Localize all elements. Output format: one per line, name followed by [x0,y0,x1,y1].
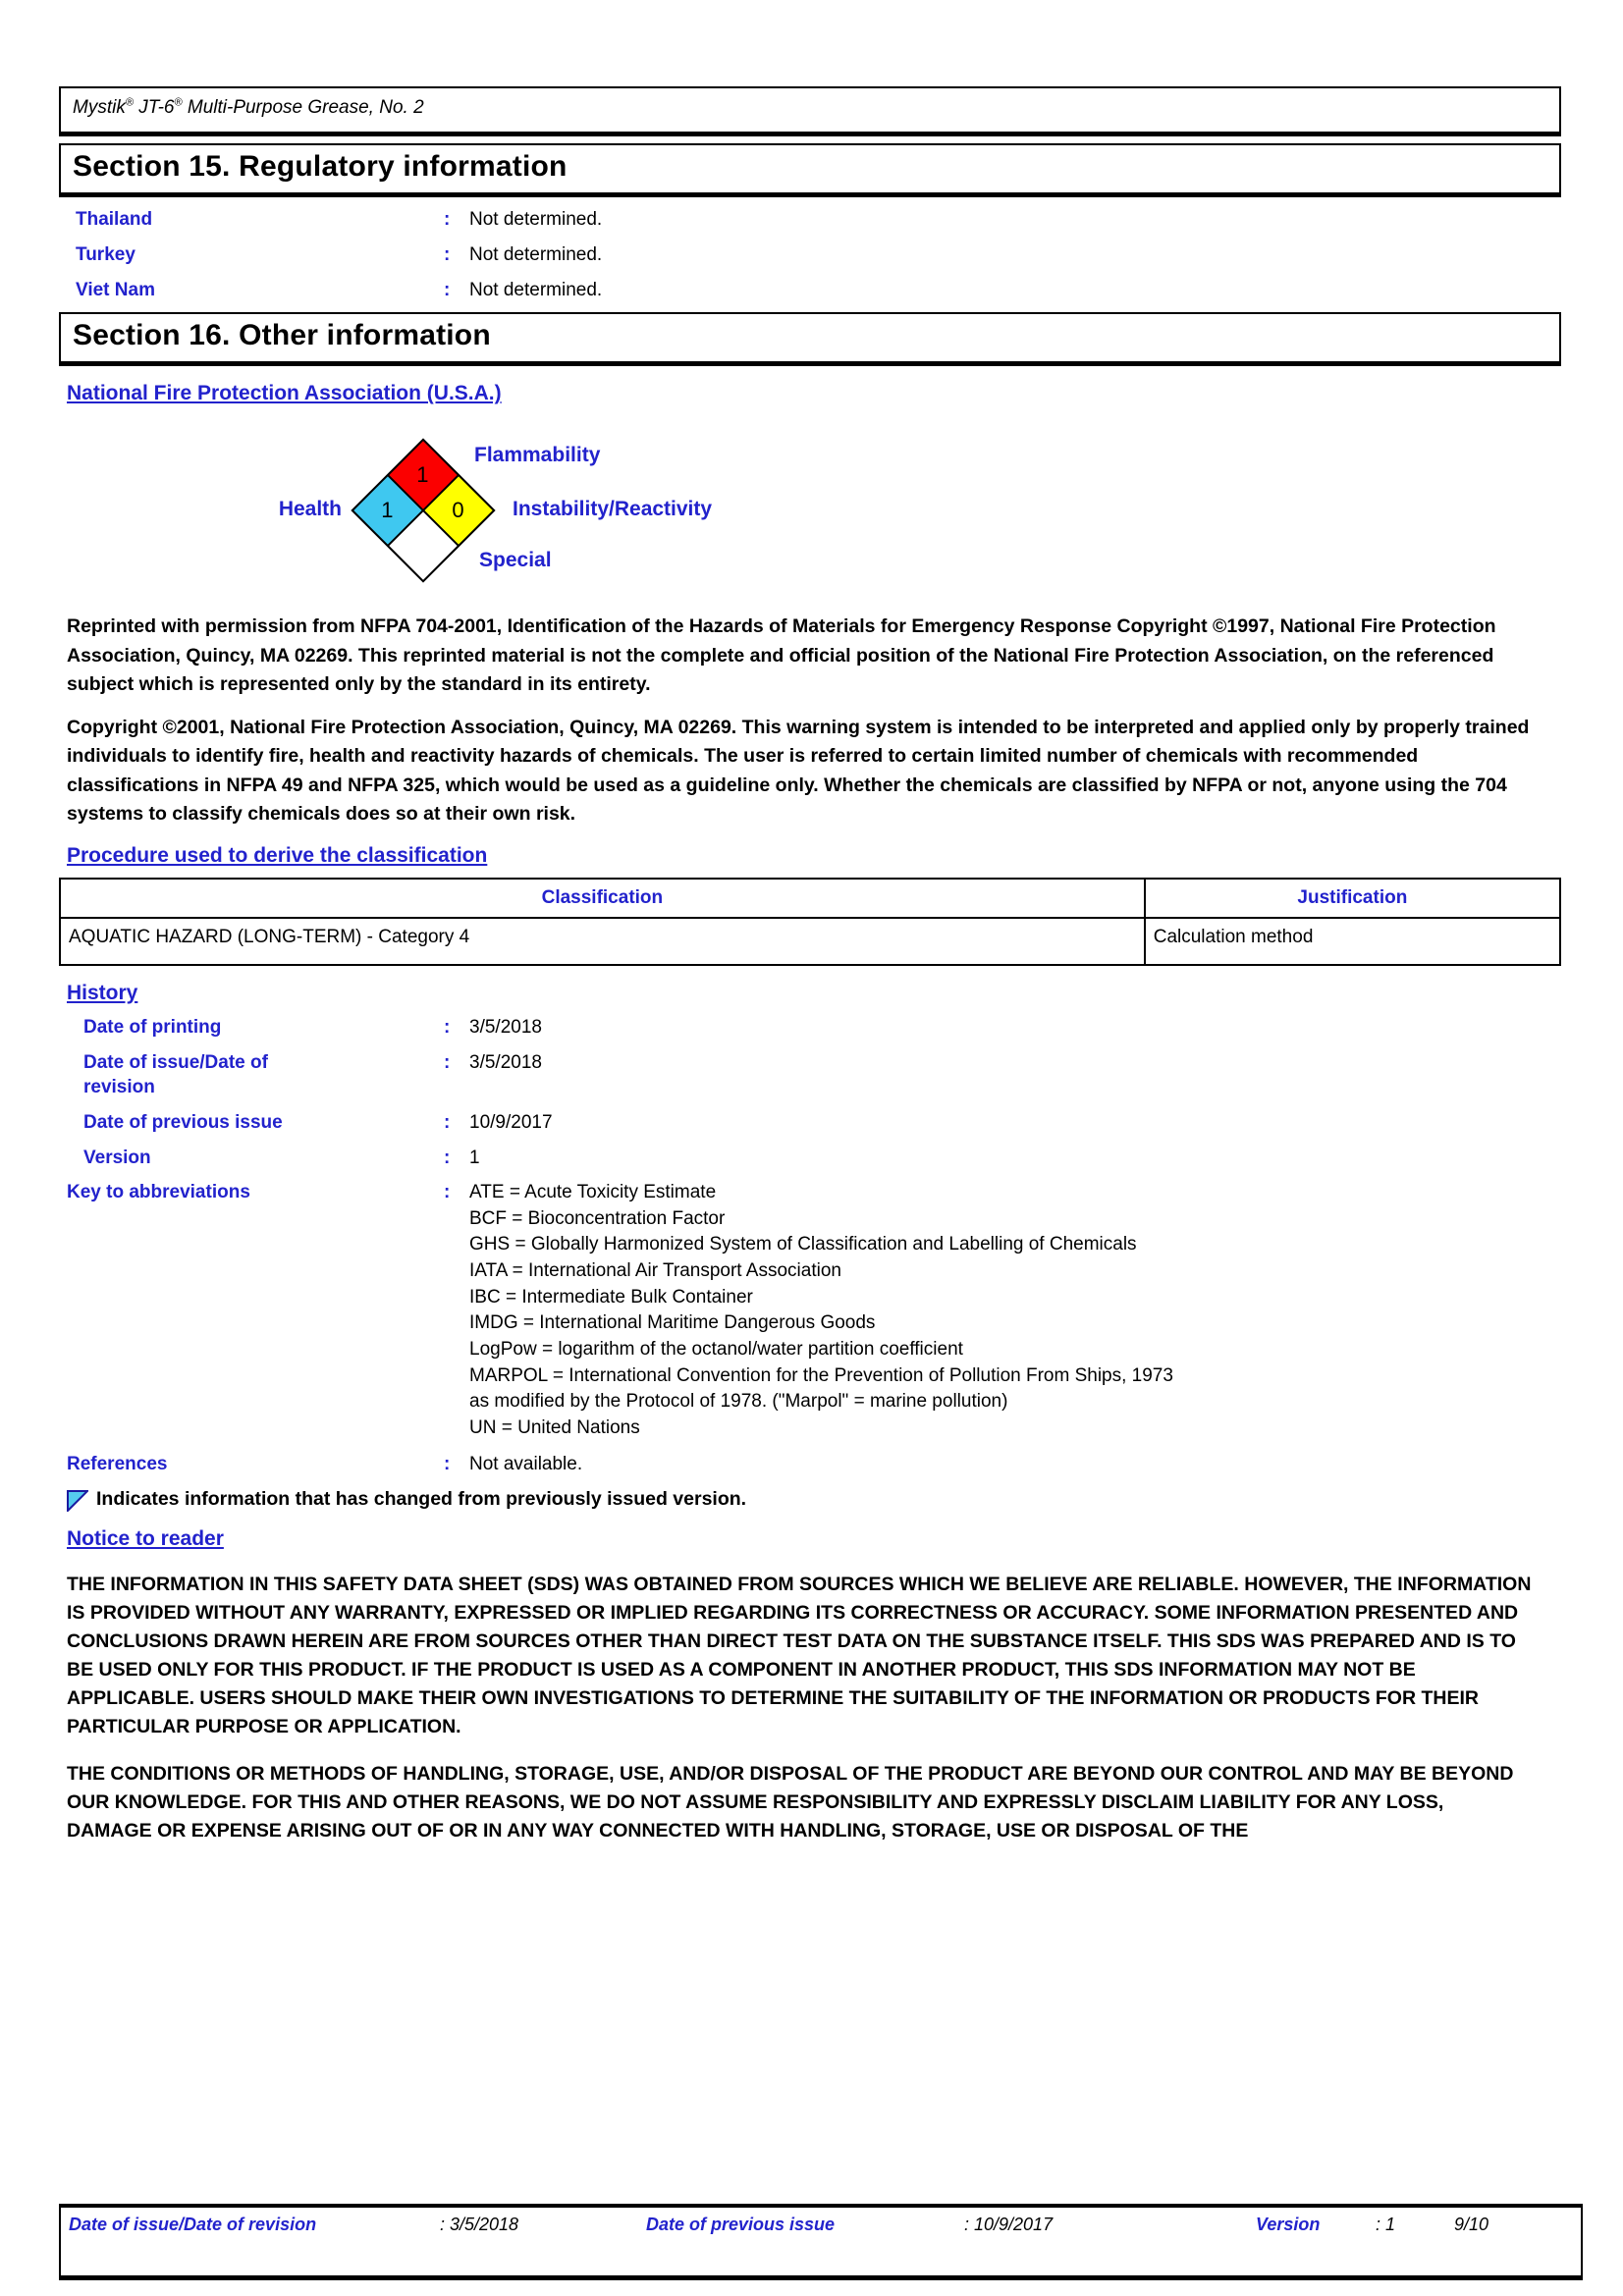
footer-previous-issue-value: : 10/9/2017 [964,2215,1054,2234]
row-colon: : [444,1453,451,1474]
history-rows [59,1015,1561,1476]
abbreviation-line: GHS = Globally Harmonized System of Classification and Labelling of Chemicals [469,1234,1137,1255]
row-colon: : [444,1182,451,1203]
footer-version-value: : 1 [1376,2215,1396,2234]
history-row-printing [59,1015,1561,1041]
row-value: 10/9/2017 [469,1111,553,1133]
row-label: Version [83,1147,151,1168]
history-row-previous-issue [59,1110,1561,1136]
abbreviation-line: IBC = Intermediate Bulk Container [469,1286,753,1308]
row-label: Date of previous issue [83,1111,283,1133]
row-colon: : [444,1051,451,1073]
regulatory-row-vietnam [59,278,1561,303]
row-value: Not determined. [469,243,603,265]
regulatory-row-turkey [59,242,1561,268]
section15-rows [59,207,1561,302]
page-footer [59,2204,1583,2280]
footer-issue-revision-label: Date of issue/Date of revision [69,2215,317,2234]
footer-issue-revision-value: : 3/5/2018 [440,2215,519,2234]
row-value: Not determined. [469,209,603,231]
footer-previous-issue-label: Date of previous issue [646,2215,836,2234]
product-header [59,86,1561,136]
row-value: Not determined. [469,279,603,300]
row-value: Not available. [469,1453,583,1474]
nfpa-flammability-label: Flammability [474,444,601,467]
nfpa-flammability-rating: 1 [416,462,430,488]
change-indicator-triangle-icon [67,1490,88,1512]
abbreviation-line: MARPOL = International Convention for the Prevention of Pollution From Ships, 1973 [469,1364,1173,1386]
history-row-issue-revision [59,1050,1561,1100]
history-heading: History [67,982,138,1004]
nfpa-instability-rating: 0 [452,498,465,523]
notice-paragraph-2: THE CONDITIONS OR METHODS OF HANDLING, STORAGE, USE, AND/OR DISPOSAL OF THE PRODUCT ARE BEYOND OUR CONTROL AND MAY BE BEYOND OUR KNOWLEDGE. FOR THIS AND OTHER REASONS, WE DO NOT ASSUME RESPONSIBILITY AND EXPRESSLY DISCLAIM LIABILITY FOR ANY LOSS, DAMAGE OR EXPENSE ARISING OUT OF OR IN ANY WAY CONNECTED WITH HANDLING, STORAGE, USE OR DISPOSAL OF THE [67,1763,1514,1842]
row-label: Key to abbreviations [67,1182,250,1203]
row-label: Viet Nam [76,279,155,300]
abbreviation-line: LogPow = logarithm of the octanol/water partition coefficient [469,1339,963,1361]
row-colon: : [444,243,451,265]
table-header-row [60,879,1560,918]
row-colon: : [444,279,451,300]
abbreviation-line: IMDG = International Maritime Dangerous Goods [469,1312,876,1334]
change-indicator-note [67,1488,1561,1512]
row-label: Date of printing [83,1017,222,1038]
nfpa-health-rating: 1 [381,498,395,523]
key-to-abbreviations-row [59,1180,1561,1441]
references-row [59,1452,1561,1477]
footer-page-number: 9/10 [1454,2215,1489,2234]
table-row [60,918,1560,965]
notice-to-reader-heading: Notice to reader [67,1527,224,1551]
abbreviation-line: UN = United Nations [469,1416,640,1438]
row-label: Thailand [76,209,153,231]
abbreviation-line: BCF = Bioconcentration Factor [469,1207,726,1229]
row-colon: : [444,1147,451,1168]
classification-cell: AQUATIC HAZARD (LONG-TERM) - Category 4 [60,918,1145,965]
row-label: Turkey [76,243,135,265]
justification-cell: Calculation method [1145,918,1560,965]
section16-title: Section 16. Other information [59,312,1561,366]
history-row-version [59,1146,1561,1171]
row-label: Date of issue/Date of revision [83,1051,268,1098]
abbreviation-line: ATE = Acute Toxicity Estimate [469,1182,717,1203]
change-note-text: Indicates information that has changed from previously issued version. [96,1488,747,1511]
nfpa-health-label: Health [278,498,342,521]
row-colon: : [444,1111,451,1133]
section15-title: Section 15. Regulatory information [59,143,1561,197]
nfpa-reprint-paragraph: Reprinted with permission from NFPA 704-2001, Identification of the Hazards of Materials for Emergency Response Copyright ©1997, National Fire Protection Association, Quincy, MA 02269. This reprinted material is not the complete and official position of the National Fire Protection Association, on the referenced subject which is represented only by the standard in its entirety. [67,615,1496,695]
abbreviation-line: IATA = International Air Transport Association [469,1260,841,1282]
procedure-heading: Procedure used to derive the classification [67,844,488,867]
abbreviation-list [469,1180,1561,1441]
nfpa-special-label: Special [479,549,552,572]
product-name: Mystik® JT-6® Multi-Purpose Grease, No. 2 [73,97,424,119]
row-value: 1 [469,1147,480,1168]
nfpa-copyright-paragraph: Copyright ©2001, National Fire Protection Association, Quincy, MA 02269. This warning system is intended to be interpreted and applied only by properly trained individuals to identify fire, health and reactivity hazards of chemicals. The user is referred to certain limited number of chemicals with recommended classifications in NFPA 49 and NFPA 325, which would be used as a guideline only. Whether the chemicals are classified by NFPA or not, anyone using the 704 systems to classify chemicals does so at their own risk. [67,717,1530,825]
row-colon: : [444,1017,451,1038]
row-value: 3/5/2018 [469,1017,542,1038]
classification-header: Classification [60,879,1145,918]
nfpa-diamond-icon [352,439,493,580]
nfpa-diamond-figure [59,411,1561,598]
justification-header: Justification [1145,879,1560,918]
row-label: References [67,1453,168,1474]
nfpa-heading: National Fire Protection Association (U.S.A.) [67,382,502,405]
row-value: 3/5/2018 [469,1051,542,1073]
row-colon: : [444,209,451,231]
abbreviation-line: as modified by the Protocol of 1978. ("Marpol" = marine pollution) [469,1391,1008,1413]
regulatory-row-thailand [59,207,1561,233]
nfpa-instability-label: Instability/Reactivity [513,498,713,521]
classification-table [59,878,1561,966]
footer-version-label: Version [1256,2215,1321,2234]
notice-paragraph-1: THE INFORMATION IN THIS SAFETY DATA SHEET (SDS) WAS OBTAINED FROM SOURCES WHICH WE BELIEVE ARE RELIABLE. HOWEVER, THE INFORMATION IS PROVIDED WITHOUT ANY WARRANTY, EXPRESSED OR IMPLIED REGARDING ITS CORRECTNESS OR ACCURACY. SOME INFORMATION PRESENTED AND CONCLUSIONS DRAWN HEREIN ARE FROM SOURCES OTHER THAN DIRECT TEST DATA ON THE SUBSTANCE ITSELF. THIS SDS WAS PREPARED AND IS TO BE USED ONLY FOR THIS PRODUCT. IF THE PRODUCT IS USED AS A COMPONENT IN ANOTHER PRODUCT, THIS SDS INFORMATION MAY NOT BE APPLICABLE. USERS SHOULD MAKE THEIR OWN INVESTIGATIONS TO DETERMINE THE SUITABILITY OF THE INFORMATION OR PRODUCTS FOR THEIR PARTICULAR PURPOSE OR APPLICATION. [67,1574,1532,1737]
